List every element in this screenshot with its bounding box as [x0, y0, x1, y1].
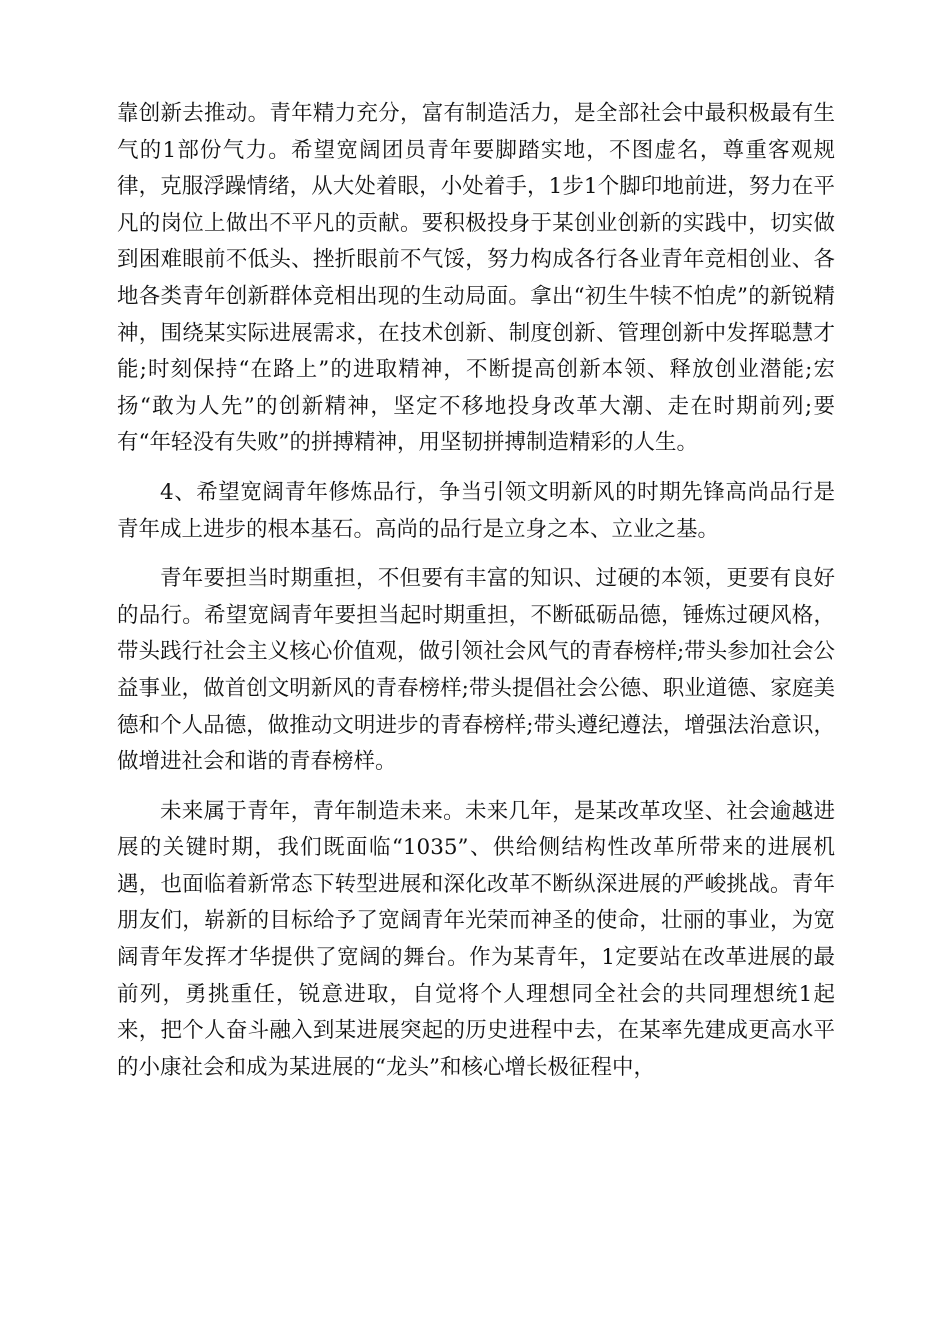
- paragraph-1: 靠创新去推动。青年精力充分，富有制造活力，是全部社会中最积极最有生气的1部份气力。希望宽阔团员青年要脚踏实地，不图虚名，尊重客观规律，克服浮躁情绪，从大处着眼，小处着手，1步1个脚印地前进，努力在平凡的岗位上做出不平凡的贡献。要积极投身于某创业创新的实践中，切实做到困难眼前不低头、挫折眼前不气馁，努力构成各行各业青年竞相创业、各地各类青年创新群体竞相出现的生动局面。拿出“初生牛犊不怕虎”的新锐精神，围绕某实际进展需求，在技术创新、制度创新、管理创新中发挥聪慧才能;时刻保持“在路上”的进取精神，不断提高创新本领、释放创业潜能;宏扬“敢为人先”的创新精神，坚定不移地投身改革大潮、走在时期前列;要有“年轻没有失败”的拼搏精神，用坚韧拼搏制造精彩的人生。: [117, 101, 835, 456]
- document-body: [117, 96, 835, 1099]
- paragraph-3: 青年要担当时期重担，不但要有丰富的知识、过硬的本领，更要有良好的品行。希望宽阔青年要担当起时期重担，不断砥砺品德，锤炼过硬风格，带头践行社会主义核心价值观，做引领社会风气的青春榜样;带头参加社会公益事业，做首创文明新风的青春榜样;带头提倡社会公德、职业道德、家庭美德和个人品德，做推动文明进步的青春榜样;带头遵纪遵法，增强法治意识，做增进社会和谐的青春榜样。: [117, 566, 835, 775]
- paragraph-2: 4、希望宽阔青年修炼品行，争当引领文明新风的时期先锋高尚品行是青年成上进步的根本基石。高尚的品行是立身之本、立业之基。: [117, 479, 835, 542]
- paragraph-4: 未来属于青年，青年制造未来。未来几年，是某改革攻坚、社会逾越进展的关键时期，我们既面临“1035”、供给侧结构性改革所带来的进展机遇，也面临着新常态下转型进展和深化改革不断纵深进展的严峻挑战。青年朋友们，崭新的目标给予了宽阔青年光荣而神圣的使命，壮丽的事业，为宽阔青年发挥才华提供了宽阔的舞台。作为某青年，1定要站在改革进展的最前列，勇挑重任，锐意进取，自觉将个人理想同全社会的共同理想统1起来，把个人奋斗融入到某进展突起的历史进程中去，在某率先建成更高水平的小康社会和成为某进展的“龙头”和核心增长极征程中，: [117, 798, 835, 1080]
